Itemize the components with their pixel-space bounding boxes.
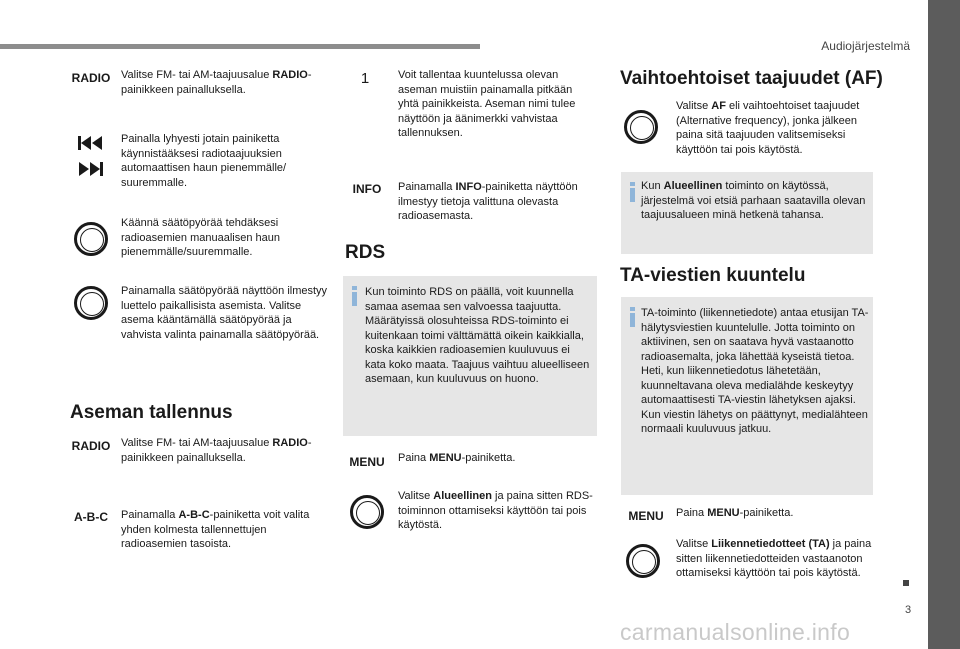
ta-info-box — [621, 297, 873, 495]
rds-info-text: Kun toiminto RDS on päällä, voit kuunnella samaa asemaa sen valvoessa taajuutta. Määrätyissä olosuhteissa RDS-toiminto ei kuitenkaan toimi välttämättä oikein kaikkialla, koska kaikkien radioasemien kuuluvuus ei kata koko maata. Taajuus vaihtuu alueelliseen asemaan, kun kuuluvuus on huono. — [365, 286, 590, 385]
watermark-text: carmanualsonline.info — [620, 619, 851, 645]
side-tab-bar — [928, 0, 960, 649]
section-title-ta: TA-viestien kuuntelu — [620, 265, 806, 286]
ta-info-text: TA-toiminto (liikennetiedote) antaa etusijan TA-hälytysviestien kuuntelulle. Jotta toiminto on aktiivinen, sen on saatava hyvä vastaanotto radioasemalta, joka lähettää kyseistä tietoa. Heti, kun liikennetiedotus lähetetään, kuunneltavana oleva medialähde keskeytyy automaattisesti TA-viestin lähetyksen ajaksi. Kun viestin lähetys on päättynyt, medialähteen normaali kuuluvuus jatkuu. — [641, 307, 869, 435]
rotary-knob-icon — [624, 110, 658, 144]
section-title-station-memory: Aseman tallennus — [70, 402, 233, 423]
page-number: 3 — [905, 604, 912, 616]
af-instruction: Valitse AF eli vaihtoehtoiset taajuudet (Alternative frequency), jonka jälkeen paina sitä taajuuden valitsemiseksi käyttöön tai pois käytöstä. — [676, 100, 860, 156]
rds-info-box — [343, 276, 597, 436]
menu-button-label: MENU — [349, 455, 385, 469]
seek-buttons-icon — [75, 134, 107, 180]
section-title-af: Vaihtoehtoiset taajuudet (AF) — [620, 68, 883, 89]
section-title-rds: RDS — [345, 242, 386, 263]
abc-instruction: Painamalla A-B-C-painiketta voit valita yhden kolmesta tallennettujen radioasemien tasoista. — [121, 509, 310, 550]
regional-info-box — [621, 172, 873, 254]
station-list-instruction: Painamalla säätöpyörää näyttöön ilmestyy luettelo paikallisista asemista. Valitse asema kääntämällä säätöpyörää ja vahvista valinta painamalla säätöpyörää. — [121, 285, 328, 341]
menu-button-label: MENU — [628, 509, 664, 523]
manual-search-instruction: Käännä säätöpyörää tehdäksesi radioasemien manuaalisen haun pienemmälle/suuremmalle. — [121, 217, 280, 258]
radio-instruction: Valitse FM- tai AM-taajuusalue RADIO-painikkeen painalluksella. — [121, 69, 312, 96]
regional-info-text: Kun Alueellinen toiminto on käytössä, järjestelmä voi etsiä parhaan saatavilla olevan taajuusalueen minä hetkenä tahansa. — [641, 180, 866, 221]
info-instruction: Painamalla INFO-painiketta näyttöön ilmestyy tietoja valittuna olevasta radioasemasta. — [398, 181, 578, 222]
rotary-knob-icon — [350, 495, 384, 529]
radio-instruction-2: Valitse FM- tai AM-taajuusalue RADIO-painikkeen painalluksella. — [121, 437, 312, 464]
menu-instruction: Paina MENU-painiketta. — [398, 452, 516, 464]
info-button-label: INFO — [352, 182, 382, 196]
ta-select-instruction: Valitse Liikennetiedotteet (TA) ja paina sitten liikennetiedotteiden vastaanoton ottamiseksi käyttöön tai pois käytöstä. — [676, 538, 872, 579]
rotary-knob-icon — [626, 544, 660, 578]
preset-save-instruction: Voit tallentaa kuuntelussa olevan aseman muistiin painamalla pitkään yhtä painikkeista. Aseman nimi tulee näyttöön ja äänimerkki vahvistaa tallennuksen. — [398, 69, 576, 139]
radio-button-label: RADIO — [71, 71, 111, 85]
header-divider-bar — [0, 44, 480, 49]
rds-select-instruction: Valitse Alueellinen ja paina sitten RDS-toiminnon ottamiseksi käyttöön tai pois käytöstä. — [398, 490, 593, 531]
abc-button-label: A-B-C — [74, 510, 108, 524]
seek-instruction: Painalla lyhyesti jotain painiketta käynnistääksesi radiotaajuuksien automaattisen haun pienemmälle/ suuremmalle. — [121, 133, 287, 189]
page-header-title: Audiojärjestelmä — [821, 39, 910, 53]
rotary-knob-icon — [74, 222, 108, 256]
rotary-knob-icon — [74, 286, 108, 320]
section-marker — [903, 580, 909, 586]
radio-button-label: RADIO — [71, 439, 111, 453]
preset-1-label: 1 — [360, 70, 370, 87]
menu-instruction-ta: Paina MENU-painiketta. — [676, 507, 794, 519]
